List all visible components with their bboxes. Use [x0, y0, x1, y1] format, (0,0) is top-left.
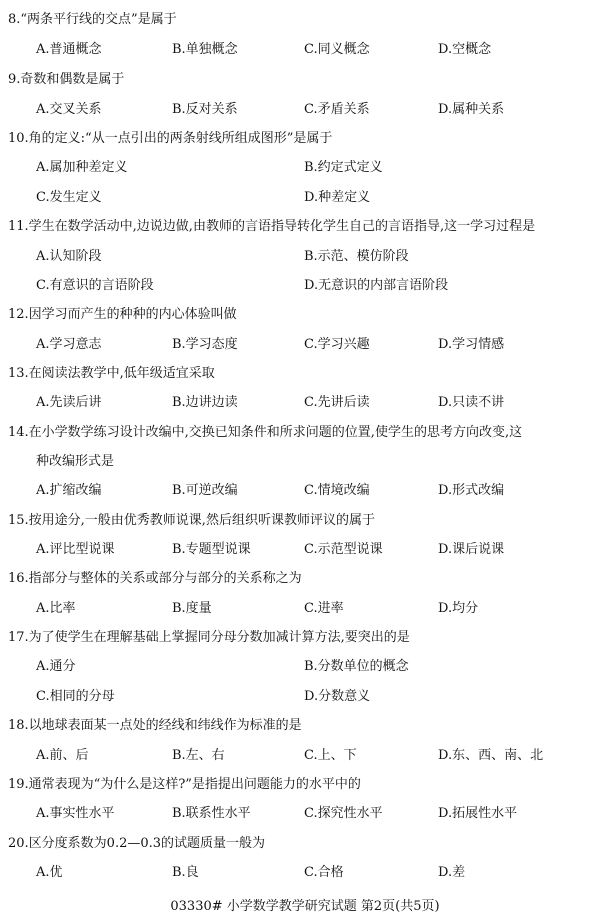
option-d: D.空概念: [438, 42, 492, 57]
question-stem-11: 11.学生在数学活动中,边说边做,由教师的言语指导转化学生自己的言语指导,这一学习过程是: [8, 219, 536, 234]
option-a: A.优: [36, 865, 63, 880]
option-a: A.交叉关系: [36, 102, 102, 117]
option-d: D.拓展性水平: [438, 806, 518, 821]
option-c: C.情境改编: [304, 483, 370, 498]
question-stem-15: 15.按用途分,一般由优秀教师说课,然后组织听课教师评议的属于: [8, 513, 375, 528]
option-c: C.先讲后读: [304, 395, 370, 410]
option-b: B.专题型说课: [172, 542, 251, 557]
option-c: C.有意识的言语阶段: [36, 278, 154, 293]
question-stem-10: 10.角的定义:“从一点引出的两条射线所组成图形”是属于: [8, 131, 333, 146]
option-d: D.无意识的内部言语阶段: [304, 278, 449, 293]
option-b: B.联系性水平: [172, 806, 251, 821]
option-c: C.发生定义: [36, 190, 102, 205]
option-b: B.良: [172, 865, 199, 880]
option-b: B.示范、模仿阶段: [304, 249, 409, 264]
question-stem-8: 8.“两条平行线的交点”是属于: [8, 12, 177, 27]
question-stem-18: 18.以地球表面某一点处的经线和纬线作为标准的是: [8, 718, 302, 733]
page-footer: 03330# 小学数学教学研究试题 第2页(共5页): [170, 899, 440, 914]
question-stem-20: 20.区分度系数为0.2—0.3的试题质量一般为: [8, 836, 266, 851]
option-d: D.差: [438, 865, 466, 880]
question-stem-12: 12.因学习而产生的种种的内心体验叫做: [8, 307, 237, 322]
option-b: B.单独概念: [172, 42, 238, 57]
question-stem-13: 13.在阅读法教学中,低年级适宜采取: [8, 366, 215, 381]
option-b: B.分数单位的概念: [304, 659, 409, 674]
option-d: D.学习情感: [438, 337, 505, 352]
option-b: B.左、右: [172, 748, 225, 763]
option-d: D.只读不讲: [438, 395, 505, 410]
option-b: B.学习态度: [172, 337, 238, 352]
option-c: C.学习兴趣: [304, 337, 370, 352]
option-a: A.事实性水平: [36, 806, 115, 821]
option-c: C.同义概念: [304, 42, 370, 57]
option-c: C.探究性水平: [304, 806, 383, 821]
option-d: D.属种关系: [438, 102, 505, 117]
option-a: A.评比型说课: [36, 542, 115, 557]
option-c: C.上、下: [304, 748, 357, 763]
option-d: D.形式改编: [438, 483, 505, 498]
question-stem-9: 9.奇数和偶数是属于: [8, 72, 125, 87]
option-c: C.示范型说课: [304, 542, 383, 557]
option-a: A.先读后讲: [36, 395, 102, 410]
option-c: C.矛盾关系: [304, 102, 370, 117]
option-a: A.学习意志: [36, 337, 102, 352]
option-a: A.普通概念: [36, 42, 102, 57]
option-a: A.前、后: [36, 748, 89, 763]
question-stem-17: 17.为了使学生在理解基础上掌握同分母分数加减计算方法,要突出的是: [8, 630, 410, 645]
option-b: B.约定式定义: [304, 160, 383, 175]
question-stem-14-continued: 种改编形式是: [36, 454, 115, 469]
option-a: A.通分: [36, 659, 76, 674]
option-d: D.均分: [438, 601, 479, 616]
option-c: C.合格: [304, 865, 344, 880]
option-d: D.分数意义: [304, 689, 371, 704]
option-c: C.相同的分母: [36, 689, 115, 704]
question-stem-14: 14.在小学数学练习设计改编中,交换已知条件和所求问题的位置,使学生的思考方向改变,这: [8, 425, 523, 440]
question-stem-19: 19.通常表现为“为什么是这样?”是指提出问题能力的水平中的: [8, 777, 361, 792]
option-b: B.可逆改编: [172, 483, 238, 498]
option-a: A.比率: [36, 601, 76, 616]
option-d: D.东、西、南、北: [438, 748, 544, 763]
option-b: B.边讲边读: [172, 395, 238, 410]
option-b: B.反对关系: [172, 102, 238, 117]
question-stem-16: 16.指部分与整体的关系或部分与部分的关系称之为: [8, 571, 302, 586]
option-d: D.种差定义: [304, 190, 371, 205]
option-a: A.扩缩改编: [36, 483, 102, 498]
option-b: B.度量: [172, 601, 212, 616]
option-a: A.认知阶段: [36, 249, 102, 264]
option-d: D.课后说课: [438, 542, 505, 557]
option-c: C.进率: [304, 601, 344, 616]
option-a: A.属加种差定义: [36, 160, 128, 175]
